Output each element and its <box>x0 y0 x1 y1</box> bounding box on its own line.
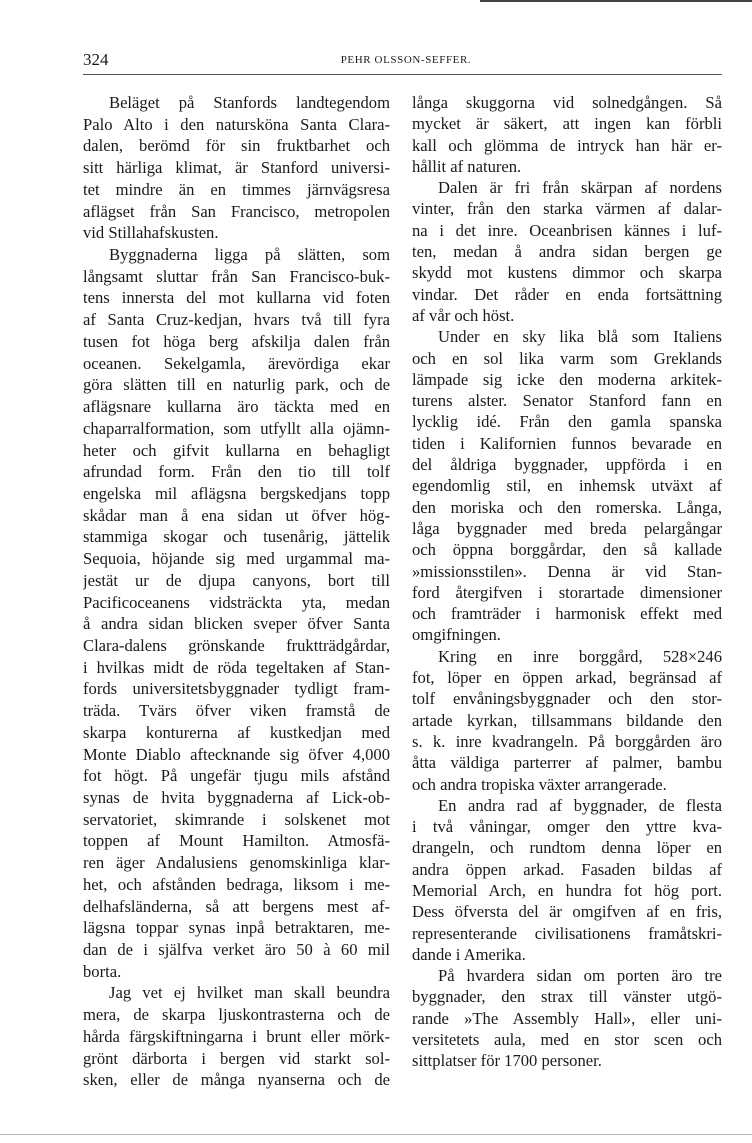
page-number: 324 <box>83 50 109 69</box>
text-line: omgifningen. <box>412 625 501 645</box>
text-line: rande »The Assembly Hall», eller uni- <box>412 1008 722 1028</box>
text-line: Dalen är fri från skärpan af nordens <box>438 178 722 198</box>
text-line: göra slätten till en naturlig park, och de <box>83 375 390 395</box>
text-line: å andra sidan blicken sveper öfver Santa <box>83 614 390 634</box>
text-line: ren äger Andalusiens genomskinliga klar- <box>83 853 390 873</box>
text-line: tusen fot höga berg afskilja dalen från <box>83 331 390 351</box>
paragraph <box>412 795 722 965</box>
text-line: del åldriga byggnader, uppförda i en <box>412 455 722 475</box>
text-line: lägsna toppar synas inpå betraktaren, me- <box>83 918 390 938</box>
text-line: vid Stillahafskusten. <box>83 223 219 243</box>
paragraph <box>412 646 722 795</box>
text-line: stammiga skogar och tusenårig, jättelik <box>83 527 390 547</box>
text-line: fot högt. På ungefär tjugu mils afstånd <box>83 766 390 786</box>
text-line: andra öppen arkad. Fasaden bildas af <box>412 859 722 879</box>
scan-edge-top <box>480 0 752 2</box>
running-title: PEHR OLSSON-SEFFER. <box>340 54 472 66</box>
text-line: långsamt sluttar från San Francisco-buk- <box>83 266 390 286</box>
text-line: träda. Tvärs öfver viken framstå de <box>83 701 390 721</box>
text-line: lämpade sig icke den moderna arkitek- <box>412 369 722 389</box>
text-line: tolf envåningsbyggnader och den stor- <box>412 689 722 709</box>
text-line: Dess öfversta del är omgifven af en fris, <box>412 902 722 922</box>
scan-edge-bottom <box>0 1134 752 1135</box>
text-line: s. k. inre kvadrangeln. På borggården äro <box>412 731 722 751</box>
paragraph <box>412 965 722 1071</box>
text-line: engelska mil aflägsna bergskedjans topp <box>83 483 390 503</box>
paragraph <box>83 92 390 244</box>
text-line: Monte Diablo aftecknande sig öfver 4,000 <box>83 744 390 764</box>
text-line: Kring en inre borggård, 528×246 <box>438 646 722 666</box>
paragraph <box>412 92 722 177</box>
text-line: vindar. Det råder en enda fortsättning <box>412 284 722 304</box>
text-line: tet mindre än en timmes järnvägsresa <box>83 179 390 199</box>
text-line: borta. <box>83 961 122 981</box>
text-line: grönt därborta i bergen vid starkt sol- <box>83 1048 390 1068</box>
text-line: och framträder i harmonisk effekt med <box>412 604 722 624</box>
text-line: Sequoia, höjande sig med urgammal ma- <box>83 549 390 569</box>
text-line: dande i Amerika. <box>412 944 526 964</box>
text-line: Palo Alto i den natursköna Santa Clara- <box>83 114 390 134</box>
text-line: tiden i Kalifornien funnos bevarade en <box>412 433 722 453</box>
paragraph <box>412 326 722 645</box>
text-line: servatoriet, skimrande i solskenet mot <box>83 809 390 829</box>
text-line: versitetets aula, med en stor scen och <box>412 1030 722 1050</box>
text-line: af Santa Cruz-kedjan, hvars två till fyra <box>83 310 390 330</box>
text-line: heter och gifvit kullarna en behagligt <box>83 440 390 460</box>
text-line: tens innersta del mot kullarna vid foten <box>83 288 390 308</box>
text-line: sken, eller de många nyanserna och de <box>83 1070 390 1090</box>
text-line: och öppna borggårdar, den så kallade <box>412 540 722 560</box>
text-line: na i det inre. Oceanbrisen kännes i luf- <box>412 220 722 240</box>
text-line: hårda färgskiftningarna i brunt eller mörk- <box>83 1026 390 1046</box>
text-line: jestät ur de djupa canyons, bort till <box>83 570 390 590</box>
text-line: En andra rad af byggnader, de flesta <box>438 795 722 815</box>
text-line: representerande civilisationens framåtskri- <box>412 923 722 943</box>
text-line: dalen, berömd för sin fruktbarhet och <box>83 136 390 156</box>
text-line: ford återgifven i storartade dimensioner <box>412 582 722 602</box>
text-line: aflägset från San Francisco, metropolen <box>83 201 390 221</box>
text-line: och en sol lika varm som Greklands <box>412 348 722 368</box>
text-line: afrundad form. Från den tio till tolf <box>83 462 390 482</box>
text-line: drangeln, och rundtom denna löper en <box>412 838 722 858</box>
text-line: »missionsstilen». Denna är vid Stan- <box>412 561 722 581</box>
text-line: delhafsländerna, så att bergens mest af- <box>83 896 390 916</box>
text-line: turens alster. Senator Stanford fann en <box>412 391 722 411</box>
text-line: och andra tropiska växter arrangerade. <box>412 774 667 794</box>
text-line: På hvardera sidan om porten äro tre <box>438 966 722 986</box>
text-line: låga byggnader med breda pelargångar <box>412 518 722 538</box>
text-line: artade kyrkan, tillsammans bildande den <box>412 710 722 730</box>
header-rule <box>83 74 722 75</box>
text-line: den moriska och den romerska. Långa, <box>412 497 722 517</box>
text-line: het, och afstånden bedraga, liksom i me- <box>83 874 390 894</box>
text-line: sitt härliga klimat, är Stanford universi- <box>83 158 390 178</box>
left-column <box>83 92 390 1091</box>
text-line: långa skuggorna vid solnedgången. Så <box>412 93 722 112</box>
text-line: dan de i själfva verket äro 50 à 60 mil <box>83 940 390 960</box>
text-line: skydd mot kustens dimmor och skarpa <box>412 263 722 283</box>
text-line: Under en sky lika blå som Italiens <box>438 327 722 347</box>
paragraph <box>412 177 722 326</box>
text-line: synas de hvita byggnaderna af Lick-ob- <box>83 788 390 807</box>
text-line: vinter, från den starka värmen af dalar- <box>412 199 722 219</box>
text-line: Jag vet ej hvilket man skall beundra <box>109 983 390 1003</box>
text-line: kall och glömma de intryck han här er- <box>412 135 722 155</box>
text-line: Beläget på Stanfords landtegendom <box>109 93 390 112</box>
text-line: åtta väldiga parterrer af palmer, bambu <box>412 753 722 773</box>
paragraph <box>83 244 390 982</box>
text-line: aflägsnare kullarna äro täckta med en <box>83 397 390 417</box>
paragraph <box>83 982 390 1091</box>
text-line: i två våningar, omger den yttre kva- <box>412 817 722 837</box>
text-line: toppen af Mount Hamilton. Atmosfä- <box>83 831 390 851</box>
text-line: chaparralformation, som utfyllt alla ojämn- <box>83 418 390 438</box>
text-line: lycklig idé. Från den gamla spanska <box>412 412 722 432</box>
text-line: oceanen. Sekelgamla, ärevördiga ekar <box>83 353 390 373</box>
text-line: ten, medan å andra sidan bergen ge <box>412 242 722 262</box>
right-column <box>412 92 722 1072</box>
text-line: mycket är säkert, att ingen kan förbli <box>412 114 722 134</box>
text-line: Clara-dalens grönskande fruktträdgårdar, <box>83 635 390 655</box>
text-line: fot, löper en öppen arkad, begränsad af <box>412 668 722 688</box>
text-line: byggnader, den strax till vänster utgö- <box>412 987 722 1007</box>
text-line: skarpa konturerna af kustkedjan med <box>83 722 390 742</box>
text-line: Memorial Arch, en hundra fot hög port. <box>412 880 722 900</box>
text-line: hållit af naturen. <box>412 156 522 176</box>
text-line: Pacificoceanens vidsträckta yta, medan <box>83 592 390 612</box>
text-line: fords universitetsbyggnader tydligt fram- <box>83 679 390 699</box>
text-line: Byggnaderna ligga på slätten, som <box>109 245 390 265</box>
text-line: i hvilkas midt de röda tegeltaken af Stan- <box>83 657 390 677</box>
text-line: sittplatser för 1700 personer. <box>412 1051 602 1071</box>
text-line: skådar man å ena sidan ut öfver hög- <box>83 505 390 525</box>
text-line: mera, de skarpa ljuskontrasterna och de <box>83 1005 390 1025</box>
text-line: egendomlig stil, en inhemsk utväxt af <box>412 476 722 496</box>
text-line: af vår och höst. <box>412 305 515 325</box>
